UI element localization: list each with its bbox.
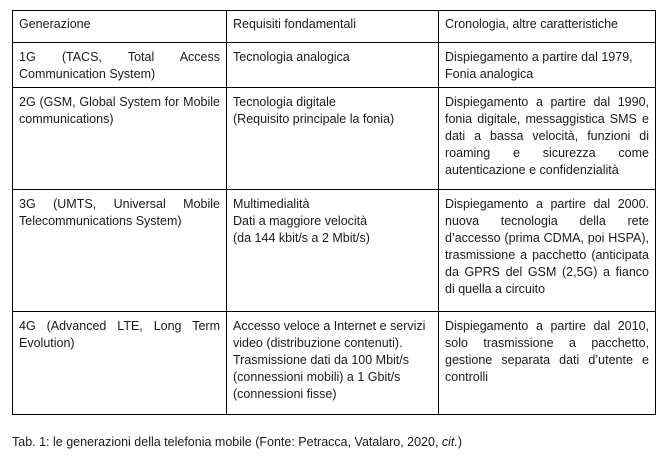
generations-table: [12, 10, 656, 415]
table-row: [13, 190, 656, 312]
table-header-row: [13, 11, 656, 43]
requirement-line: Tecnologia analogica: [233, 50, 350, 64]
chronology-cell: Dispiegamento a partire dal 2000. nuova tecnologia della rete d’accesso (prima CDMA, poi HSPA), trasmissione a pacchetto (anticipata da GPRS del GSM (2,5G) a fianco di quella a circuito: [439, 190, 656, 312]
chronology-line: Dispiegamento a partire dal 1979,: [445, 50, 633, 64]
requirement-line: Trasmissione dati da 100 Mbit/s (connessioni mobili) a 1 Gbit/s (connessioni fisse): [233, 353, 410, 401]
caption-end: ): [457, 435, 463, 449]
chronology-line: Fonia analogica: [445, 67, 534, 81]
chronology-cell: Dispiegamento a partire dal 1990, fonia digitale, messaggistica SMS e dati a bassa velocità, funzioni di roaming e sicurezza come autenticazione e confidenzialità: [439, 88, 656, 190]
header-cronologia: Cronologia, altre caratteristiche: [439, 11, 656, 43]
requirement-line: Tecnologia digitale: [233, 95, 336, 109]
requirement-line: Accesso veloce a Internet e servizi video (distribuzione contenuti).: [233, 319, 426, 350]
requirements-cell: [227, 88, 439, 190]
chronology-cell: Dispiegamento a partire dal 2010, solo trasmissione a pacchetto, gestione separata dati d’utente e controlli: [439, 312, 656, 415]
caption-italic: cit.: [441, 435, 458, 449]
header-requisiti: Requisiti fondamentali: [227, 11, 439, 43]
generation-cell: 3G (UMTS, Universal Mobile Telecommunications System): [13, 190, 227, 312]
table-caption: [12, 434, 462, 450]
chronology-cell: [439, 43, 656, 88]
table-row: [13, 43, 656, 88]
requirement-line: (Requisito principale la fonia): [233, 112, 395, 126]
requirement-line: Multimedialità: [233, 197, 310, 211]
generation-cell: 4G (Advanced LTE, Long Term Evolution): [13, 312, 227, 415]
header-generazione: Generazione: [13, 11, 227, 43]
table-row: [13, 88, 656, 190]
table-row: [13, 312, 656, 415]
requirements-cell: [227, 312, 439, 415]
requirements-cell: [227, 43, 439, 88]
generation-cell: 2G (GSM, Global System for Mobile communications): [13, 88, 227, 190]
caption-text: Tab. 1: le generazioni della telefonia mobile (Fonte: Petracca, Vatalaro, 2020,: [12, 435, 442, 449]
requirement-line: (da 144 kbit/s a 2 Mbit/s): [233, 231, 370, 245]
requirements-cell: [227, 190, 439, 312]
generation-cell: 1G (TACS, Total Access Communication System): [13, 43, 227, 88]
requirement-line: Dati a maggiore velocità: [233, 214, 368, 228]
